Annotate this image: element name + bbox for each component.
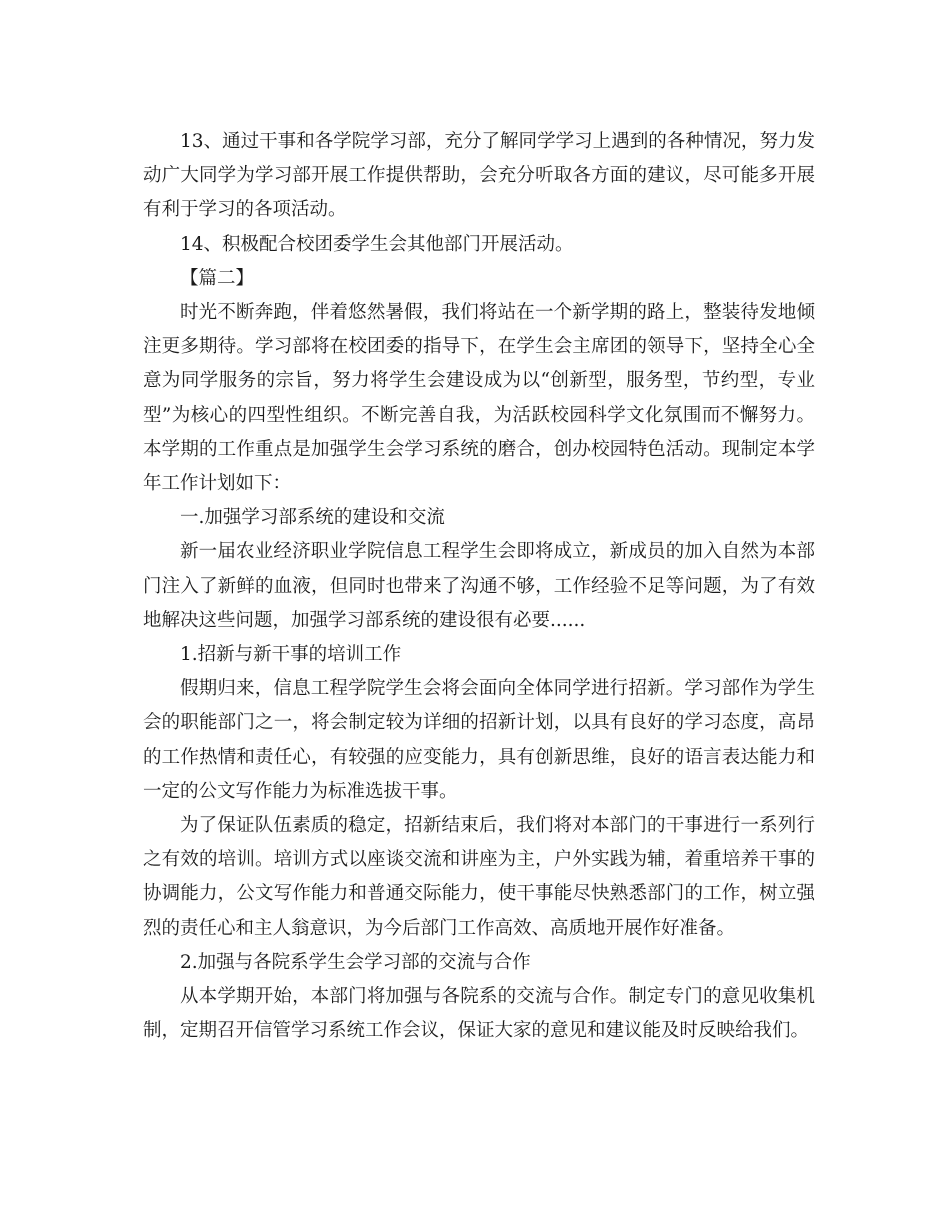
section-heading-part-two: 【篇二】 <box>180 267 255 289</box>
paragraph-item-13: 13、通过干事和各学院学习部，充分了解同学学习上遇到的各种情况，努力发动广大同学为学习部开展工作提供帮助，会充分听取各方面的建议，尽可能多开展有利于学习的各项活动。 <box>143 131 815 221</box>
subheading-recruitment: 1.招新与新干事的培训工作 <box>180 644 402 666</box>
section-heading-one: 一.加强学习部系统的建设和交流 <box>180 507 445 529</box>
cooperation-paragraph: 从本学期开始，本部门将加强与各院系的交流与合作。制定专门的意见收集机制，定期召开信管学习系统工作会议，保证大家的意见和建议能及时反映给我们。 <box>143 986 815 1042</box>
subheading-cooperation: 2.加强与各院系学生会学习部的交流与合作 <box>180 951 531 973</box>
section-one-paragraph: 新一届农业经济职业学院信息工程学生会即将成立，新成员的加入自然为本部门注入了新鲜的血液，但同时也带来了沟通不够，工作经验不足等问题，为了有效地解决这些问题，加强学习部系统的建设很有必要...... <box>143 541 815 631</box>
intro-paragraph: 时光不断奔跑，伴着悠然暑假，我们将站在一个新学期的路上，整装待发地倾注更多期待。学习部将在校团委的指导下，在学生会主席团的领导下，坚持全心全意为同学服务的宗旨，努力将学生会建设成为以“创新型，服务型，节约型，专业型”为核心的四型性组织。不断完善自我，为活跃校园科学文化氛围而不懈努力。本学期的工作重点是加强学生会学习系统的磨合，创办校园特色活动。现制定本学年工作计划如下： <box>143 302 815 495</box>
paragraph-item-14: 14、积极配合校团委学生会其他部门开展活动。 <box>180 233 574 255</box>
training-paragraph: 为了保证队伍素质的稳定，招新结束后，我们将对本部门的干事进行一系列行之有效的培训。培训方式以座谈交流和讲座为主，户外实践为辅，着重培养干事的协调能力，公文写作能力和普通交际能力，使干事能尽快熟悉部门的工作，树立强烈的责任心和主人翁意识，为今后部门工作高效、高质地开展作好准备。 <box>143 815 815 939</box>
recruitment-paragraph: 假期归来，信息工程学院学生会将会面向全体同学进行招新。学习部作为学生会的职能部门之一，将会制定较为详细的招新计划，以具有良好的学习态度，高昂的工作热情和责任心，有较强的应变能力，具有创新思维，良好的语言表达能力和一定的公文写作能力为标准选拔干事。 <box>143 678 815 802</box>
document-body <box>143 125 815 1048</box>
